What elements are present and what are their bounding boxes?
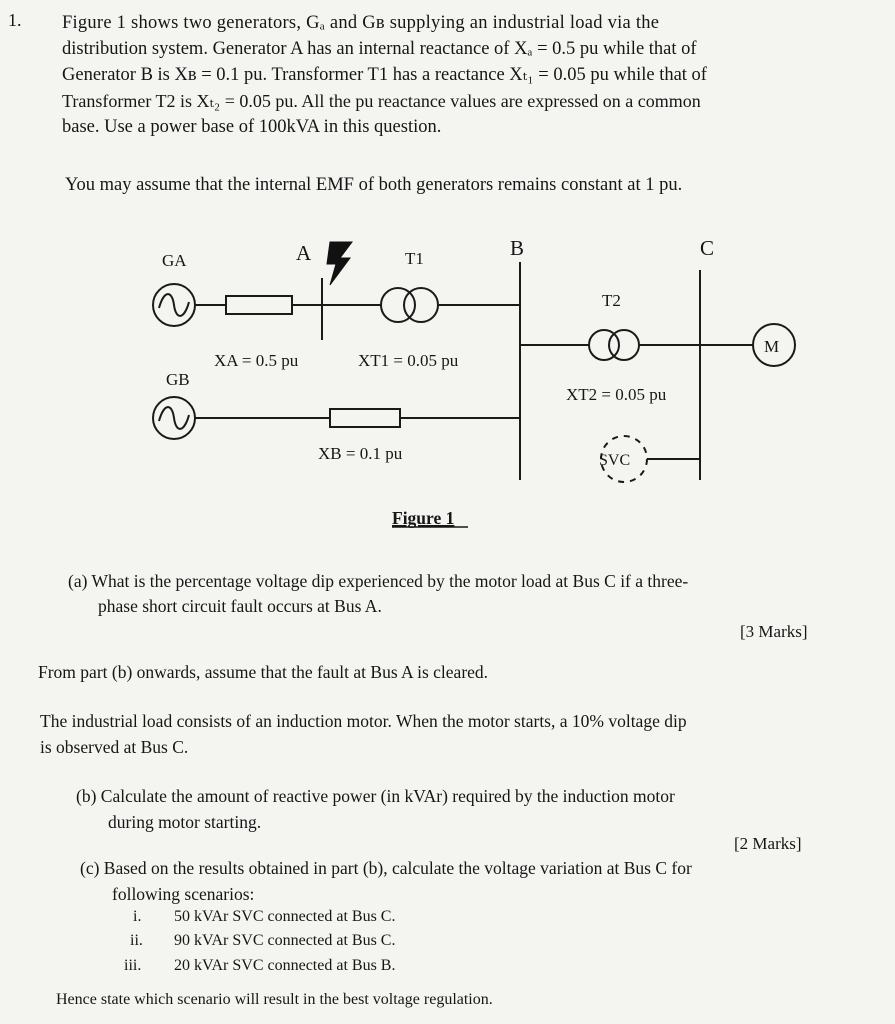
part-a-marks: [3 Marks]	[740, 622, 808, 641]
intro-line: Transformer T2 is Xₜ₂ = 0.05 pu. All the pu reactance values are expressed on a common	[62, 91, 701, 111]
part-b-line: (b) Calculate the amount of reactive power (in kVAr) required by the induction motor	[76, 786, 675, 806]
intro-line: Generator B is Xʙ = 0.1 pu. Transformer T1 has a reactance Xₜ₁ = 0.05 pu while that of	[62, 65, 707, 85]
label-t2: T2	[602, 291, 621, 310]
label-gb: GB	[166, 370, 190, 389]
conclusion-text: Hence state which scenario will result in the best voltage regulation.	[56, 991, 493, 1008]
part-c-line: (c) Based on the results obtained in part (b), calculate the voltage variation at Bus C for	[80, 858, 692, 878]
label-bus-b: B	[510, 236, 525, 260]
scenario-number: i.	[133, 908, 142, 925]
scenario-text: 90 kVAr SVC connected at Bus C.	[174, 932, 396, 949]
transformer-t2-coil-2	[609, 330, 639, 360]
scenario-number: ii.	[130, 932, 143, 949]
reactance-xb-box	[330, 409, 400, 427]
scenario-text: 50 kVAr SVC connected at Bus C.	[174, 908, 396, 925]
load-description-line: is observed at Bus C.	[40, 737, 189, 757]
label-xt1: XT1 = 0.05 pu	[358, 351, 459, 370]
intro-line: base. Use a power base of 100kVA in this question.	[62, 117, 442, 137]
note-fault-cleared: From part (b) onwards, assume that the fault at Bus A is cleared.	[38, 662, 489, 682]
figure-caption: Figure 1	[392, 508, 455, 528]
label-xb: XB = 0.1 pu	[318, 444, 403, 463]
fault-lightning-icon	[327, 242, 352, 285]
part-a-line: (a) What is the percentage voltage dip experienced by the motor load at Bus C if a three-	[68, 571, 689, 591]
question-number: 1.	[8, 10, 22, 30]
assumption-text: You may assume that the internal EMF of both generators remains constant at 1 pu.	[65, 175, 683, 195]
sine-icon	[159, 294, 189, 316]
part-b-line: during motor starting.	[108, 812, 262, 832]
transformer-t1-coil-2	[404, 288, 438, 322]
intro-line: distribution system. Generator A has an internal reactance of Xₐ = 0.5 pu while that of	[62, 39, 697, 59]
label-t1: T1	[405, 249, 424, 268]
scenario-text: 20 kVAr SVC connected at Bus B.	[174, 957, 396, 974]
scenario-number: iii.	[124, 957, 142, 974]
part-a-line: phase short circuit fault occurs at Bus A.	[98, 596, 382, 616]
intro-line: Figure 1 shows two generators, Gₐ and Gʙ supplying an industrial load via the	[62, 13, 660, 33]
sine-icon	[159, 407, 189, 429]
label-bus-a: A	[296, 241, 312, 265]
label-xt2: XT2 = 0.05 pu	[566, 385, 667, 404]
label-svc: SVC	[599, 452, 631, 469]
label-motor: M	[764, 337, 780, 356]
label-ga: GA	[162, 251, 187, 270]
reactance-xa-box	[226, 296, 292, 314]
part-b-marks: [2 Marks]	[734, 834, 802, 853]
part-c-line: following scenarios:	[112, 884, 255, 904]
label-bus-c: C	[700, 236, 715, 260]
label-xa: XA = 0.5 pu	[214, 351, 299, 370]
load-description-line: The industrial load consists of an induction motor. When the motor starts, a 10% voltage dip	[40, 711, 687, 731]
